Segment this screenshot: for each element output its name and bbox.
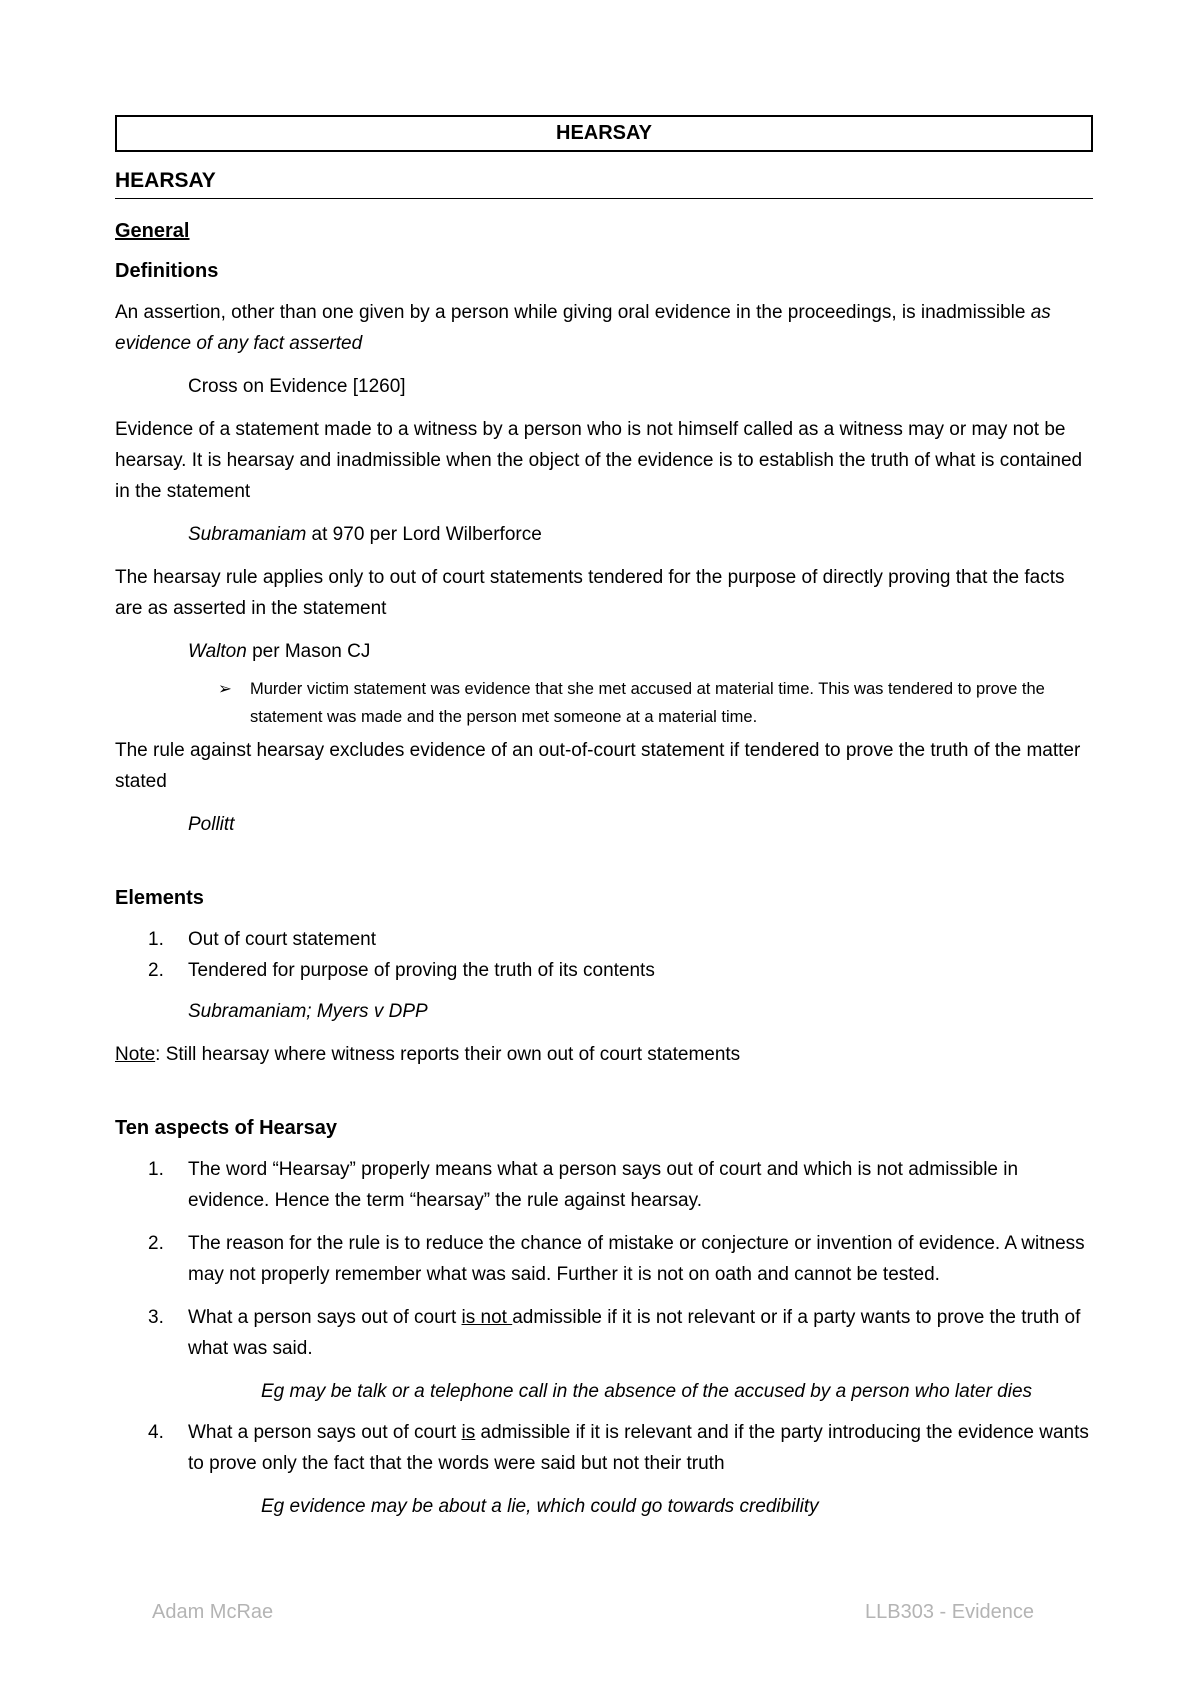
aspect-4-example: Eg evidence may be about a lie, which could go towards credibility <box>261 1496 819 1517</box>
definition-4: The rule against hearsay excludes evidence of an out-of-court statement if tendered to prove the truth of the matter stated <box>115 740 1081 792</box>
list-text <box>188 1417 1093 1479</box>
bullet-text: Murder victim statement was evidence that she met accused at material time. This was tendered to prove the statement was made and the person met someone at a material time. <box>250 680 1045 726</box>
elements-citation <box>188 996 1093 1027</box>
case-name: Subramaniam <box>188 524 307 545</box>
elements-note <box>115 1039 1093 1070</box>
list-item <box>148 1417 1093 1479</box>
definition-2: Evidence of a statement made to a witness by a person who is not himself called as a witness may or may not be hearsay. It is hearsay and inadmissible when the object of the evidence is to establish the truth of what is contained in the statement <box>115 419 1083 502</box>
list-number: 1. <box>148 1159 164 1180</box>
note-text: : Still hearsay where witness reports their own out of court statements <box>155 1044 741 1065</box>
aspect-3-example: Eg may be talk or a telephone call in the absence of the accused by a person who later dies <box>261 1381 1033 1402</box>
emphasis-underline: is <box>461 1422 476 1443</box>
definitions-heading: Definitions <box>115 260 219 282</box>
elements-heading: Elements <box>115 887 204 909</box>
list-number: 1. <box>148 929 164 950</box>
list-number: 2. <box>148 1233 164 1254</box>
list-text: The reason for the rule is to reduce the chance of mistake or conjecture or invention of evidence. A witness may not properly remember what was said. Further it is not on oath and cannot be tested. <box>188 1233 1085 1285</box>
text-segment: What a person says out of court <box>188 1307 462 1328</box>
ten-aspects-list <box>115 1154 1093 1522</box>
case-name: Walton <box>188 641 247 662</box>
general-heading: General <box>115 220 190 242</box>
note-label: Note <box>115 1044 156 1065</box>
list-number: 4. <box>148 1422 164 1443</box>
definition-1-text: An assertion, other than one given by a person while giving oral evidence in the proceedings, is inadmissible <box>115 302 1031 323</box>
list-text: Tendered for purpose of proving the truth of its contents <box>188 960 655 981</box>
case-name: Pollitt <box>188 814 235 835</box>
spacer <box>115 1082 1093 1114</box>
ten-aspects-heading: Ten aspects of Hearsay <box>115 1117 337 1139</box>
list-item <box>148 1302 1093 1364</box>
title-box: HEARSAY <box>115 115 1093 152</box>
citation-detail: per Mason CJ <box>246 641 371 662</box>
definition-3-citation <box>188 636 1093 667</box>
emphasis-underline: is not <box>461 1307 513 1328</box>
arrow-bullet-icon: ➢ <box>218 680 232 698</box>
definition-4-citation <box>188 809 1093 840</box>
list-text <box>188 1302 1093 1364</box>
citation-detail: at 970 per Lord Wilberforce <box>306 524 542 545</box>
definition-1-citation: Cross on Evidence [1260] <box>188 376 406 397</box>
text-segment: What a person says out of court <box>188 1422 462 1443</box>
list-item <box>148 1154 1093 1216</box>
text-segment: admissible if it is relevant and if the party introducing the evidence wants to prove only the fact that the words were said but not their truth <box>188 1422 1089 1474</box>
list-item <box>148 955 1093 986</box>
case-names: Subramaniam; Myers v DPP <box>188 1001 428 1022</box>
definition-1 <box>115 297 1093 359</box>
definition-2-citation <box>188 519 1093 550</box>
spacer <box>115 852 1093 884</box>
section-heading: HEARSAY <box>115 166 1093 199</box>
document-content <box>115 115 1093 1532</box>
elements-list <box>115 924 1093 986</box>
list-text: Out of court statement <box>188 929 376 950</box>
text-segment: admissible if it is not relevant or if a party wants to prove the truth of what was said. <box>188 1307 1081 1359</box>
footer-author: Adam McRae <box>152 1601 274 1623</box>
list-number: 3. <box>148 1307 164 1328</box>
footer-course: LLB303 - Evidence <box>865 1601 1035 1623</box>
list-number: 2. <box>148 960 164 981</box>
definition-3: The hearsay rule applies only to out of court statements tendered for the purpose of directly proving that the facts are as asserted in the statement <box>115 567 1065 619</box>
list-item <box>148 924 1093 955</box>
definition-3-bullet <box>218 675 1093 731</box>
definition-1-italic: as evidence of any fact asserted <box>115 302 1051 354</box>
list-text: The word “Hearsay” properly means what a person says out of court and which is not admissible in evidence. Hence the term “hearsay” the rule against hearsay. <box>188 1159 1019 1211</box>
list-item <box>148 1228 1093 1290</box>
